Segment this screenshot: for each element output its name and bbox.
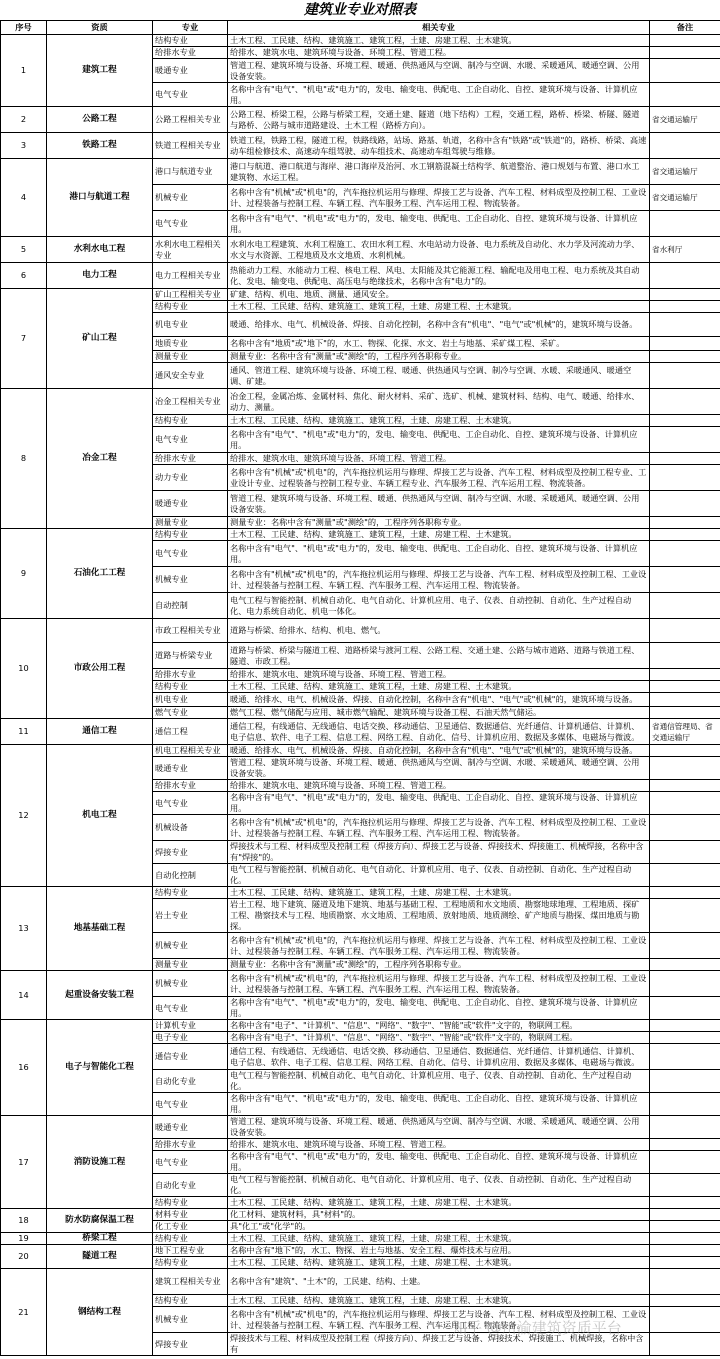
remark-cell (650, 517, 720, 529)
remark-cell (650, 971, 720, 997)
specialty-cell: 机电工程相关专业 (153, 745, 228, 757)
qualification-cell: 电力工程 (47, 263, 153, 289)
specialty-cell: 机械专业 (153, 1307, 228, 1333)
table-row (1, 1209, 720, 1221)
remark-cell (650, 899, 720, 933)
row-number-cell: 6 (1, 263, 47, 289)
related-specialties-cell: 名称中含有"电气"、"机电"或"电力"的，发电、输变电、供配电、工企自动化、自控、建筑环境与设备、计算机应用。 (228, 1151, 650, 1174)
remark-cell (650, 415, 720, 427)
row-number-cell: 16 (1, 1020, 47, 1116)
specialty-cell: 机电专业 (153, 693, 228, 707)
row-number-cell: 14 (1, 971, 47, 1020)
remark-cell (650, 47, 720, 59)
table-row (1, 237, 720, 263)
related-specialties-cell: 名称中含有"机械"或"机电"的，汽车拖拉机运用与修理、焊接工艺与设备、汽车工程、材料成型及控制工程专业、工业设计专业、过程装备与控制工程专业、车辆工程专业、汽车服务工程、汽车运用工程、物流装备。 (228, 465, 650, 491)
specialty-cell: 化工专业 (153, 1221, 228, 1233)
table-row (1, 1245, 720, 1257)
header-specialty: 专业 (153, 21, 228, 35)
remark-cell (650, 745, 720, 757)
specialty-cell: 自动化专业 (153, 1070, 228, 1093)
related-specialties-cell: 公路工程、桥梁工程，公路与桥梁工程，交通土建、隧道（地下结构）工程，交通工程，路桥、桥梁、桥隧、隧道与路桥、公路与城市道路建设、土木工程（路桥方向）。 (228, 107, 650, 133)
remark-cell (650, 389, 720, 415)
specialty-cell: 机电专业 (153, 313, 228, 337)
specialty-cell: 材料专业 (153, 1209, 228, 1221)
qualification-cell: 防水防腐保温工程 (47, 1209, 153, 1233)
related-specialties-cell: 管道工程、建筑环境与设备、环境工程、暖通、供热通风与空调、制冷与空调、水暖、采暖通风、暖通空调、公用设备安装。 (228, 491, 650, 517)
table-row (1, 35, 720, 47)
row-number-cell: 11 (1, 719, 47, 745)
remark-cell (650, 1044, 720, 1070)
specialty-cell: 市政工程相关专业 (153, 619, 228, 643)
related-specialties-cell: 名称中含有"机械"或"机电"的，汽车拖拉机运用与修理、焊接工艺与设备、汽车工程、材料成型及控制工程、工业设计、过程装备与控制工程、车辆工程、汽车服务工程、汽车运用工程、物流装备。 (228, 567, 650, 593)
specialty-cell: 冶金工程相关专业 (153, 389, 228, 415)
remark-cell (650, 1245, 720, 1257)
specialty-cell: 自动化专业 (153, 1174, 228, 1197)
related-specialties-cell: 具"化工"或"化学"的。 (228, 1221, 650, 1233)
specialty-cell: 自动化控制 (153, 864, 228, 887)
remark-cell (650, 933, 720, 959)
related-specialties-cell: 焊接技术与工程、材料成型及控制工程（焊接方向）、焊接工艺与设备、焊接技术、焊接施工、机械焊接，名称中含有 (228, 1333, 650, 1356)
specialty-cell: 机械专业 (153, 971, 228, 997)
remark-cell (650, 707, 720, 719)
related-specialties-cell: 通信工程，有线通信、无线通信、电话交换、移动通信、卫星通信、数据通信、光纤通信、计算机通信、计算机、电子信息、软件、电子工程、信息工程、网络工程、自动化、信号、计算机应用、数据及多媒体、电磁场与微波。 (228, 719, 650, 745)
related-specialties-cell: 土木工程、工民建、结构、建筑施工、建筑工程，土建、房建工程、土木建筑。 (228, 301, 650, 313)
remark-cell (650, 1151, 720, 1174)
row-number-cell: 21 (1, 1269, 47, 1356)
remark-cell: 省水利厅 (650, 237, 720, 263)
remark-cell (650, 427, 720, 453)
row-number-cell: 4 (1, 159, 47, 237)
table-row (1, 107, 720, 133)
specialty-table (0, 20, 720, 1356)
related-specialties-cell: 电气工程与智能控制、机械自动化、电气自动化、计算机应用、电子、仪表、自动控制、自动化、生产过程自动化。 (228, 864, 650, 887)
remark-cell (650, 1209, 720, 1221)
related-specialties-cell: 土木工程、工民建、结构、建筑施工、建筑工程，土建、房建工程、土木建筑。 (228, 887, 650, 899)
specialty-cell: 公路工程相关专业 (153, 107, 228, 133)
specialty-cell: 岩土专业 (153, 899, 228, 933)
related-specialties-cell: 土木工程、工民建、结构、建筑施工、建筑工程，土建、房建工程、土木建筑。 (228, 1233, 650, 1245)
table-row (1, 1020, 720, 1032)
remark-cell (650, 1233, 720, 1245)
specialty-cell: 结构专业 (153, 681, 228, 693)
remark-cell (650, 567, 720, 593)
related-specialties-cell: 给排水、建筑水电、建筑环境与设备、环境工程、管道工程。 (228, 453, 650, 465)
specialty-cell: 测量专业 (153, 517, 228, 529)
qualification-cell: 建筑工程 (47, 35, 153, 107)
specialty-cell: 结构专业 (153, 415, 228, 427)
remark-cell: 省交通运输厅 (650, 185, 720, 211)
specialty-cell: 结构专业 (153, 1257, 228, 1269)
related-specialties-cell: 冶金工程，金属冶炼、金属材料、焦化、耐火材料、采矿、选矿、机械、建筑材料、结构、电气、暖通、给排水、动力、测量。 (228, 389, 650, 415)
specialty-cell: 电气专业 (153, 792, 228, 815)
related-specialties-cell: 给排水、建筑水电、建筑环境与设备、环境工程、管道工程。 (228, 1139, 650, 1151)
related-specialties-cell: 名称中含有"机械"或"机电"的，汽车拖拉机运用与修理、焊接工艺与设备、汽车工程、材料成型及控制工程、工业设计、过程装备与控制工程、车辆工程、汽车服务工程、汽车运用工程、物流装备。 (228, 933, 650, 959)
related-specialties-cell: 暖通、给排水、电气、机械设备、焊接、自动化控制，名称中含有"机电"、"电气"或"机械"的，建筑环境与设备。 (228, 693, 650, 707)
related-specialties-cell: 铁道工程，铁路工程，隧道工程，铁路线路，站场、路基、轨道，名称中含有"铁路"或"铁道"的，路桥、桥梁、高速动车组检修技术、高速动车组驾驶、动车组技术、高速动车组驾驶与维修。 (228, 133, 650, 159)
related-specialties-cell: 道路与桥梁、给排水、结构、机电、燃气。 (228, 619, 650, 643)
specialty-cell: 通信工程 (153, 719, 228, 745)
related-specialties-cell: 管道工程、建筑环境与设备、环境工程、暖通、供热通风与空调、制冷与空调、水暖、采暖通风、暖通空调、公用设备安装。 (228, 59, 650, 83)
remark-cell (650, 643, 720, 669)
remark-cell (650, 313, 720, 337)
qualification-cell: 机电工程 (47, 745, 153, 887)
remark-cell (650, 1116, 720, 1139)
specialty-cell: 结构专业 (153, 35, 228, 47)
related-specialties-cell: 给排水、建筑水电、建筑环境与设备、环境工程、管道工程。 (228, 47, 650, 59)
specialty-cell: 给排水专业 (153, 669, 228, 681)
row-number-cell: 18 (1, 1209, 47, 1233)
row-number-cell: 17 (1, 1116, 47, 1209)
remark-cell (650, 211, 720, 237)
header-no: 序号 (1, 21, 47, 35)
related-specialties-cell: 暖通、给排水、电气、机械设备、焊接、自动化控制，名称中含有"机电"、"电气"或"机械"的，建筑环境与设备。 (228, 745, 650, 757)
specialty-cell: 结构专业 (153, 1233, 228, 1245)
specialty-cell: 焊接专业 (153, 841, 228, 864)
table-row (1, 619, 720, 643)
row-number-cell: 10 (1, 619, 47, 719)
qualification-cell: 钢结构工程 (47, 1269, 153, 1356)
row-number-cell: 3 (1, 133, 47, 159)
table-row (1, 289, 720, 301)
related-specialties-cell: 名称中含有"电子"、"计算机"、"信息"、"网络"、"数字"、"智能"或"软件"文字的，物联网工程。 (228, 1032, 650, 1044)
row-number-cell: 19 (1, 1233, 47, 1245)
remark-cell (650, 351, 720, 363)
header-row (1, 21, 720, 35)
specialty-cell: 机械设备 (153, 815, 228, 841)
header-qualification: 资质 (47, 21, 153, 35)
row-number-cell: 1 (1, 35, 47, 107)
related-specialties-cell: 化工材料、建筑材料，具"材料"的。 (228, 1209, 650, 1221)
related-specialties-cell: 名称中含有"机械"或"机电"的，汽车拖拉机运用与修理、焊接工艺与设备、汽车工程、材料成型及控制工程、工业设计、过程装备与控制工程、车辆工程、汽车服务工程、汽车运用工程、物流装备。 (228, 815, 650, 841)
specialty-cell: 暖通专业 (153, 491, 228, 517)
related-specialties-cell: 测量专业：名称中含有"测量"或"测绘"的，工程序列各职称专业。 (228, 351, 650, 363)
row-number-cell: 9 (1, 529, 47, 619)
remark-cell (650, 997, 720, 1020)
remark-cell (650, 681, 720, 693)
specialty-cell: 计算机专业 (153, 1020, 228, 1032)
related-specialties-cell: 名称中含有"电气"、"机电"或"电力"的，发电、输变电、供配电、工企自动化、自控、建筑环境与设备、计算机应用。 (228, 541, 650, 567)
remark-cell (650, 841, 720, 864)
remark-cell (650, 289, 720, 301)
table-row (1, 971, 720, 997)
related-specialties-cell: 热能动力工程、水能动力工程、核电工程、风电、太阳能及其它能源工程、输配电及用电工程、电力系统及其自动化、发电、输变电、供配电、高压电与绝缘技术，名称中含有"电力"的。 (228, 263, 650, 289)
related-specialties-cell: 土木工程、工民建、结构、建筑施工、建筑工程，土建、房建工程、土木建筑。 (228, 529, 650, 541)
table-row (1, 1116, 720, 1139)
specialty-cell: 给排水专业 (153, 47, 228, 59)
remark-cell (650, 757, 720, 780)
remark-cell (650, 491, 720, 517)
specialty-cell: 铁道工程相关专业 (153, 133, 228, 159)
related-specialties-cell: 给排水、建筑水电、建筑环境与设备、环境工程、管道工程。 (228, 780, 650, 792)
remark-cell (650, 1295, 720, 1307)
related-specialties-cell: 名称中含有"机械"或"机电"的，汽车拖拉机运用与修理、焊接工艺与设备、汽车工程、材料成型及控制工程、工业设计、过程装备与控制工程、车辆工程、汽车服务工程、汽车运用工程、物流装备。 (228, 971, 650, 997)
related-specialties-cell: 测量专业：名称中含有"测量"或"测绘"的，工程序列各职称专业。 (228, 517, 650, 529)
related-specialties-cell: 名称中含有"建筑"、"土木"的，工民建、结构、土建。 (228, 1269, 650, 1295)
specialty-cell: 建筑工程相关专业 (153, 1269, 228, 1295)
qualification-cell: 电子与智能化工程 (47, 1020, 153, 1116)
specialty-cell: 电气专业 (153, 211, 228, 237)
specialty-cell: 自动控制 (153, 593, 228, 619)
specialty-cell: 焊接专业 (153, 1333, 228, 1356)
related-specialties-cell: 港口与航道、港口航道与海岸、港口海岸及治河、水工钢筋混凝土结构学、航道整治、港口规划与布置、港口水工建筑物、水运工程。 (228, 159, 650, 185)
remark-cell (650, 541, 720, 567)
row-number-cell: 7 (1, 289, 47, 389)
related-specialties-cell: 名称中含有"电气"、"机电"或"电力"的，发电、输变电、供配电、工企自动化、自控、建筑环境与设备、计算机应用。 (228, 1093, 650, 1116)
remark-cell (650, 263, 720, 289)
related-specialties-cell: 电气工程与智能控制、机械自动化、电气自动化、计算机应用、电子、仪表、自动控制、自动化、生产过程自动化。 (228, 1174, 650, 1197)
table-row (1, 159, 720, 185)
table-row (1, 529, 720, 541)
related-specialties-cell: 燃气工程、燃气储配与应用、城市燃气输配、建筑环境与设备工程、石油天然气储运。 (228, 707, 650, 719)
remark-cell (650, 453, 720, 465)
table-row (1, 1269, 720, 1295)
qualification-cell: 矿山工程 (47, 289, 153, 389)
specialty-cell: 矿山工程相关专业 (153, 289, 228, 301)
remark-cell (650, 1020, 720, 1032)
row-number-cell: 12 (1, 745, 47, 887)
specialty-cell: 电气专业 (153, 1093, 228, 1116)
remark-cell (650, 780, 720, 792)
page-title: 建筑业专业对照表 (304, 2, 416, 18)
remark-cell (650, 815, 720, 841)
related-specialties-cell: 道路与桥梁、桥梁与隧道工程、道路桥梁与渡河工程、公路工程、交通土建、公路与城市道路、道路与铁道工程、隧道、市政工程。 (228, 643, 650, 669)
remark-cell: 省交通运输厅 (650, 159, 720, 185)
specialty-cell: 暖通专业 (153, 1116, 228, 1139)
related-specialties-cell: 管道工程、建筑环境与设备、环境工程、暖通、供热通风与空调、制冷与空调、水暖、采暖通风、暖通空调、公用设备安装。 (228, 1116, 650, 1139)
specialty-cell: 地下工程专业 (153, 1245, 228, 1257)
related-specialties-cell: 名称中含有"电气"、"机电"或"电力"的，发电、输变电、供配电、工企自动化、自控、建筑环境与设备、计算机应用。 (228, 997, 650, 1020)
row-number-cell: 8 (1, 389, 47, 529)
specialty-cell: 通信专业 (153, 1044, 228, 1070)
specialty-cell: 燃气专业 (153, 707, 228, 719)
remark-cell (650, 864, 720, 887)
table-row (1, 719, 720, 745)
remark-cell (650, 465, 720, 491)
specialty-cell: 机械专业 (153, 933, 228, 959)
specialty-cell: 电气专业 (153, 541, 228, 567)
row-number-cell: 13 (1, 887, 47, 971)
remark-cell (650, 1032, 720, 1044)
header-related: 相关专业 (228, 21, 650, 35)
qualification-cell: 公路工程 (47, 107, 153, 133)
specialty-cell: 测量专业 (153, 351, 228, 363)
related-specialties-cell: 土木工程、工民建、结构、建筑施工、建筑工程，土建、房建工程、土木建筑。 (228, 415, 650, 427)
remark-cell (650, 792, 720, 815)
related-specialties-cell: 给排水、建筑水电、建筑环境与设备、环境工程、管道工程。 (228, 669, 650, 681)
row-number-cell: 5 (1, 237, 47, 263)
remark-cell (650, 133, 720, 159)
related-specialties-cell: 水利水电工程建筑、水利工程施工、农田水利工程、水电站动力设备、电力系统及自动化、水力学及河流动力学、水文与水资源、工程地质及水文地质、水利机械。 (228, 237, 650, 263)
specialty-cell: 暖通专业 (153, 757, 228, 780)
related-specialties-cell: 名称中含有"电气"、"机电"或"电力"的，发电、输变电、供配电、工企自动化、自控、建筑环境与设备、计算机应用。 (228, 792, 650, 815)
qualification-cell: 起重设备安装工程 (47, 971, 153, 1020)
related-specialties-cell: 名称中含有"地下"的，水工、物探、岩土与地基、安全工程、爆炸技术与应用。 (228, 1245, 650, 1257)
specialty-cell: 电力工程相关专业 (153, 263, 228, 289)
remark-cell (650, 83, 720, 107)
qualification-cell: 港口与航道工程 (47, 159, 153, 237)
remark-cell (650, 693, 720, 707)
specialty-cell: 地质专业 (153, 337, 228, 351)
qualification-cell: 石油化工工程 (47, 529, 153, 619)
row-number-cell: 2 (1, 107, 47, 133)
specialty-cell: 电气专业 (153, 427, 228, 453)
specialty-cell: 结构专业 (153, 1295, 228, 1307)
remark-cell (650, 1174, 720, 1197)
related-specialties-cell: 名称中含有"机械"或"机电"的，汽车拖拉机运用与修理、焊接工艺与设备、汽车工程、材料成型及控制工程、工业设计、过程装备与控制工程、车辆工程、汽车服务工程、汽车运用工程、物流装备。 (228, 185, 650, 211)
remark-cell (650, 1070, 720, 1093)
specialty-cell: 港口与航道专业 (153, 159, 228, 185)
related-specialties-cell: 土木工程、工民建、结构、建筑施工、建筑工程，土建、房建工程、土木建筑。 (228, 1197, 650, 1209)
remark-cell (650, 363, 720, 389)
qualification-cell: 水利水电工程 (47, 237, 153, 263)
related-specialties-cell: 电气工程与智能控制、机械自动化、电气自动化、计算机应用、电子、仪表、自动控制、自动化、生产过程自动化、电力系统自动化、机电一体化。 (228, 593, 650, 619)
related-specialties-cell: 名称中含有"机械"或"机电"的，汽车拖拉机运用与修理、焊接工艺与设备、汽车工程、材料成型及控制工程、工业设计、过程装备与控制工程、车辆工程、汽车服务工程、汽车运用工程、物流装备。 (228, 1307, 650, 1333)
remark-cell (650, 1197, 720, 1209)
remark-cell (650, 959, 720, 971)
related-specialties-cell: 矿建、结构、机电、地质、测量、通风安全。 (228, 289, 650, 301)
watermark-text: 知乎 @川渝建筑资质平台 (452, 1319, 622, 1337)
specialty-cell: 机械专业 (153, 567, 228, 593)
related-specialties-cell: 名称中含有"电气"、"机电"或"电力"的，发电、输变电、供配电、工企自动化、自控、建筑环境与设备、计算机应用。 (228, 427, 650, 453)
specialty-cell: 道路与桥梁专业 (153, 643, 228, 669)
remark-cell (650, 1139, 720, 1151)
table-row (1, 1233, 720, 1245)
related-specialties-cell: 焊接技术与工程、材料成型及控制工程（焊接方向）、焊接工艺与设备、焊接技术、焊接施工、机械焊接，名称中含有"焊接"的。 (228, 841, 650, 864)
related-specialties-cell: 土木工程、工民建、结构、建筑施工、建筑工程，土建、房建工程、土木建筑。 (228, 681, 650, 693)
remark-cell (650, 1221, 720, 1233)
remark-cell (650, 669, 720, 681)
table-row (1, 389, 720, 415)
related-specialties-cell: 土木工程、工民建、结构、建筑施工、建筑工程，土建、房建工程、土木建筑。 (228, 1257, 650, 1269)
remark-cell (650, 1093, 720, 1116)
specialty-cell: 给排水专业 (153, 453, 228, 465)
specialty-cell: 结构专业 (153, 301, 228, 313)
related-specialties-cell: 测量专业：名称中含有"测量"或"测绘"的，工程序列各职称专业。 (228, 959, 650, 971)
qualification-cell: 桥梁工程 (47, 1233, 153, 1245)
table-row (1, 745, 720, 757)
specialty-cell: 给排水专业 (153, 780, 228, 792)
remark-cell (650, 301, 720, 313)
specialty-cell: 给排水专业 (153, 1139, 228, 1151)
qualification-cell: 市政公用工程 (47, 619, 153, 719)
remark-cell (650, 619, 720, 643)
qualification-cell: 通信工程 (47, 719, 153, 745)
specialty-cell: 水利水电工程相关专业 (153, 237, 228, 263)
qualification-cell: 地基基础工程 (47, 887, 153, 971)
qualification-cell: 消防设施工程 (47, 1116, 153, 1209)
remark-cell (650, 35, 720, 47)
specialty-cell: 电子专业 (153, 1032, 228, 1044)
table-row (1, 133, 720, 159)
related-specialties-cell: 电气工程与智能控制、机械自动化、电气自动化、计算机应用、电子、仪表、自动控制、自动化、生产过程自动化。 (228, 1070, 650, 1093)
related-specialties-cell: 名称中含有"电子"、"计算机"、"信息"、"网络"、"数字"、"智能"或"软件"文字的，物联网工程。 (228, 1020, 650, 1032)
related-specialties-cell: 名称中含有"电气"、"机电"或"电力"的，发电、输变电、供配电、工企自动化、自控、建筑环境与设备、计算机应用。 (228, 83, 650, 107)
remark-cell: 省通信管理局、省交通运输厅 (650, 719, 720, 745)
remark-cell (650, 887, 720, 899)
table-row (1, 887, 720, 899)
header-remark: 备注 (650, 21, 720, 35)
qualification-cell: 冶金工程 (47, 389, 153, 529)
related-specialties-cell: 名称中含有"地质"或"地下"的，水工、物探、化探、水文、岩土与地基、采矿煤工程、采矿。 (228, 337, 650, 351)
specialty-cell: 结构专业 (153, 529, 228, 541)
qualification-cell: 铁路工程 (47, 133, 153, 159)
specialty-cell: 电气专业 (153, 997, 228, 1020)
qualification-cell: 隧道工程 (47, 1245, 153, 1269)
related-specialties-cell: 管道工程、建筑环境与设备、环境工程、暖通、供热通风与空调、制冷与空调、水暖、采暖通风、暖通空调、公用设备安装。 (228, 757, 650, 780)
remark-cell (650, 1269, 720, 1295)
table-row (1, 263, 720, 289)
specialty-cell: 电气专业 (153, 1151, 228, 1174)
specialty-cell: 机械专业 (153, 185, 228, 211)
remark-cell (650, 1257, 720, 1269)
specialty-cell: 暖通专业 (153, 59, 228, 83)
specialty-cell: 结构专业 (153, 1197, 228, 1209)
specialty-cell: 结构专业 (153, 887, 228, 899)
remark-cell (650, 59, 720, 83)
related-specialties-cell: 岩土工程、地下建筑、隧道及地下建筑、地基与基础工程、工程地质和水文地质、勘察地球地理、工程地质、探矿工程、勘察技术与工程、地质勘察、水文地质、工程地质、放射地质、地质测绘、矿产地质与勘探、煤田地质与勘探。 (228, 899, 650, 933)
table-body (1, 35, 720, 1356)
specialty-cell: 通风安全专业 (153, 363, 228, 389)
specialty-cell: 电气专业 (153, 83, 228, 107)
related-specialties-cell: 通风、管道工程、建筑环境与设备、环境工程、暖通、供热通风与空调、制冷与空调、水暖、采暖通风、暖通空调、矿建。 (228, 363, 650, 389)
specialty-cell: 动力专业 (153, 465, 228, 491)
related-specialties-cell: 通信工程、有线通信、无线通信、电话交换、移动通信、卫星通信、数据通信、光纤通信、计算机通信、计算机、电子信息、软件、电子工程、信息工程、网络工程、自动化、信号、计算机应用、数据及多媒体、电磁场与微波。 (228, 1044, 650, 1070)
remark-cell: 省交通运输厅 (650, 107, 720, 133)
row-number-cell: 20 (1, 1245, 47, 1269)
remark-cell (650, 593, 720, 619)
related-specialties-cell: 暖通、给排水、电气、机械设备、焊接、自动化控制，名称中含有"机电"、"电气"或"机械"的，建筑环境与设备。 (228, 313, 650, 337)
remark-cell (650, 529, 720, 541)
related-specialties-cell: 土木工程、工民建、结构、建筑施工、建筑工程，土建、房建工程、土木建筑。 (228, 1295, 650, 1307)
related-specialties-cell: 名称中含有"电气"、"机电"或"电力"的，发电、输变电、供配电、工企自动化、自控、建筑环境与设备、计算机应用。 (228, 211, 650, 237)
related-specialties-cell: 土木工程、工民建、结构、建筑施工、建筑工程，土建、房建工程、土木建筑。 (228, 35, 650, 47)
specialty-cell: 测量专业 (153, 959, 228, 971)
remark-cell (650, 337, 720, 351)
